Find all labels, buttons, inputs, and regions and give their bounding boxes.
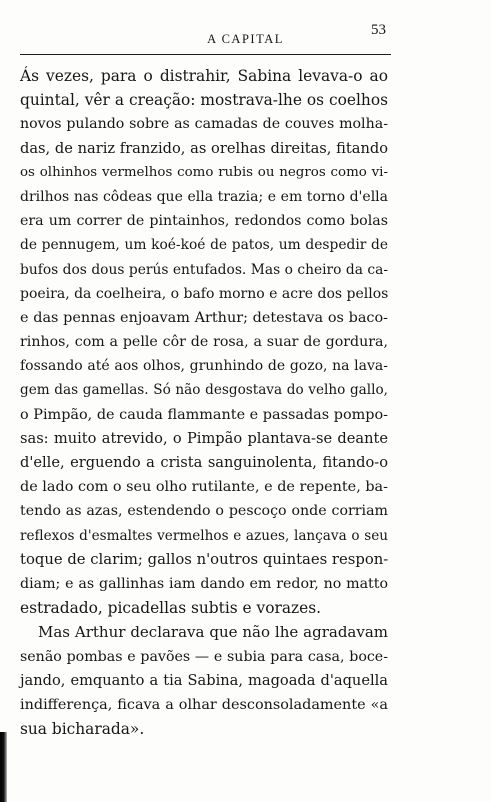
text-line: toque de clarim; gallos n'outros quintaes respon- [20,550,389,568]
text-line: reflexos d'esmaltes vermelhos e azues, lançava o seu [20,527,388,544]
text-line: Ás vezes, para o distrahir, Sabina levava-o ao [20,67,388,85]
running-head: A CAPITAL [207,32,284,46]
text-line: sas: muito atrevido, o Pimpão plantava-se deante [20,429,388,447]
text-line: sua bicharada». [20,720,145,739]
text-line: Mas Arthur declarava que não lhe agradavam [38,623,388,642]
text-line: novos pulando sobre as camadas de couves molha- [20,116,388,133]
text-line: senão pombas e pavões — e subia para casa, boce- [20,648,388,665]
text-line: das, de nariz franzido, as orelhas direitas, fitando [20,139,388,157]
page-header [0,22,491,52]
text-line: bufos dos dous perús entufados. Mas o cheiro da ca- [20,261,388,278]
body-text [20,64,388,741]
page-number: 53 [371,22,386,38]
text-line: indifferença, ficava a olhar desconsoladamente «a [20,696,388,713]
text-line: fossando até aos olhos, grunhindo de gozo, na lava- [20,358,388,375]
text-line: tendo as azas, estendendo o pescoço onde corriam [20,503,388,520]
text-line: diam; e as gallinhas iam dando em redor, no matto [20,575,388,592]
text-line: quintal, vêr a creação: mostrava-lhe os coelhos [20,91,388,110]
text-line: jando, emquanto a tia Sabina, magoada d'aquella [20,671,388,689]
text-line: poeira, da coelheira, o bafo morno e acre dos pellos [20,285,389,302]
text-line: de pennugem, um koé-koé de patos, um despedir de [20,237,388,254]
text-line: rinhos, com a pelle côr de rosa, a suar de gordura, [20,334,388,351]
binding-shadow [0,732,7,802]
text-line: d'elle, erguendo a crista sanguinolenta, fitando-o [20,454,388,471]
text-line: era um correr de pintainhos, redondos como bolas [20,213,388,230]
text-line: e das pennas enjoavam Arthur; detestava os baco- [20,309,388,326]
header-rule [20,54,391,55]
text-line: o Pimpão, de cauda flammante e passadas pompo- [20,406,388,423]
text-line: gem das gamellas. Só não desgostava do velho gallo, [20,382,388,399]
text-line: os olhinhos vermelhos como rubis ou negros como vi- [20,164,388,180]
text-line: estradado, picadellas subtis e vorazes. [20,599,322,618]
text-line: de lado com o seu olho rutilante, e de repente, ba- [20,479,388,496]
text-line: drilhos nas côdeas que ella trazia; e em torno d'ella [20,188,388,205]
